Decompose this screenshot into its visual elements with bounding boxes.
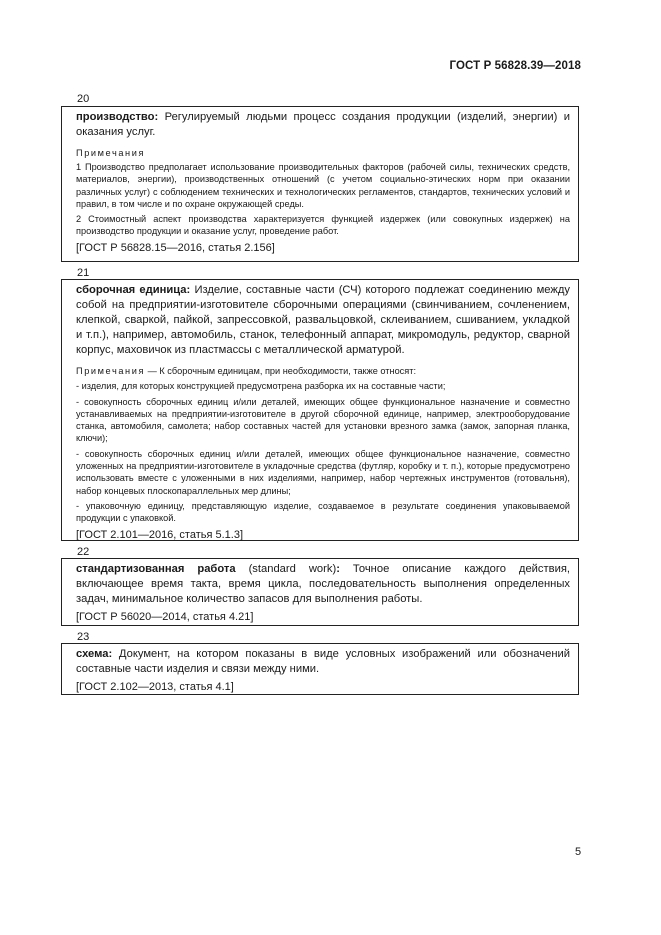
entry-number: 20 [77, 93, 90, 105]
term-english: (standard work) [235, 563, 337, 575]
term-entry-standard-work [61, 558, 579, 626]
page-number: 5 [575, 846, 582, 858]
note: - совокупность сборочных единиц и/или деталей, имеющих общее функциональное назначение и совместно устанавливаемых на предприятии-изготовителе в другой сборочной единице, например, электрооборудование станка, автомобиля, самолета; набор составных частей для установки врезного замка (замок, запорная планка, ключи); [76, 396, 570, 444]
document-id: ГОСТ Р 56828.39—2018 [449, 60, 581, 72]
reference: [ГОСТ 2.102—2013, статья 4.1] [76, 681, 234, 693]
term: стандартизованная работа [76, 563, 236, 575]
term-entry-production [61, 106, 579, 262]
reference: [ГОСТ Р 56020—2014, статья 4.21] [76, 611, 254, 623]
term-colon: : [336, 563, 340, 575]
definition [76, 110, 570, 140]
definition-text: Точное описание каждого действия, включающее время такта, время цикла, последовательность выполнения определенных задач, минимальное количество запасов для выполнения работы. [76, 563, 570, 605]
notes-intro-text: — К сборочным единицам, при необходимости, также относят: [145, 366, 417, 376]
term: производство: [76, 111, 159, 123]
note: - упаковочную единицу, представляющую изделие, создаваемое в результате соединения упаковываемой продукции с упаковкой. [76, 500, 570, 524]
note: 1 Производство предполагает использование производительных факторов (рабочей силы, технических средств, материалов, энергии), производственных отношений (с учетом социально-этических норм при оказании различных услуг) с соблюдением технических и технологических регламентов, стандартов, технических условий и правил, в том числе и по охране окружающей среды. [76, 162, 570, 209]
term-entry-assembly-unit [61, 279, 579, 541]
definition-text: Изделие, составные части (СЧ) которого подлежат соединению между собой на предприятии-изготовителе сборочными операциями (свинчиванием, сочленением, клепкой, сваркой, пайкой, запрессовкой, развальцовкой, склеиванием, сшиванием, укладкой и т.п.), например, автомобиль, станок, телефонный аппарат, микромодуль, редуктор, сварной корпус, маховичок из пластмассы с металлической арматурой. [76, 284, 570, 356]
entry-number: 21 [77, 267, 90, 279]
definition [76, 562, 570, 607]
definition [76, 647, 570, 677]
entry-number: 22 [77, 546, 90, 558]
notes-intro [76, 365, 570, 377]
definition [76, 283, 570, 358]
entry-number: 23 [77, 631, 90, 643]
notes-title: Примечания [76, 366, 146, 376]
note: - изделия, для которых конструкцией предусмотрена разборка их на составные части; [76, 381, 446, 392]
note: 2 Стоимостный аспект производства характеризуется функцией издержек (или совокупных издержек) на производство продукции и оказание услуг, проведение работ. [76, 214, 570, 237]
definition-text: Документ, на котором показаны в виде условных изображений или обозначений составные части изделия и связи между ними. [76, 648, 570, 675]
reference: [ГОСТ 2.101—2016, статья 5.1.3] [76, 528, 244, 541]
note: - совокупность сборочных единиц и/или деталей, имеющих общее функциональное назначение, совместно уложенных на предприятии-изготовителе в укладочные средства (футляр, коробку и т. п.), которые предусмотрено использовать вместе с уложенными в них изделиями, например, набор чертежных инструментов (готовальня), набор концевых плоскопараллельных мер длины; [76, 448, 570, 496]
definition-text: Регулируемый людьми процесс создания продукции (изделий, энергии) и оказания услуг. [76, 111, 570, 138]
reference: [ГОСТ Р 56828.15—2016, статья 2.156] [76, 241, 275, 254]
term-entry-scheme [61, 643, 579, 695]
term: сборочная единица: [76, 284, 191, 296]
term: схема: [76, 648, 113, 660]
notes-title: Примечания [76, 148, 146, 158]
